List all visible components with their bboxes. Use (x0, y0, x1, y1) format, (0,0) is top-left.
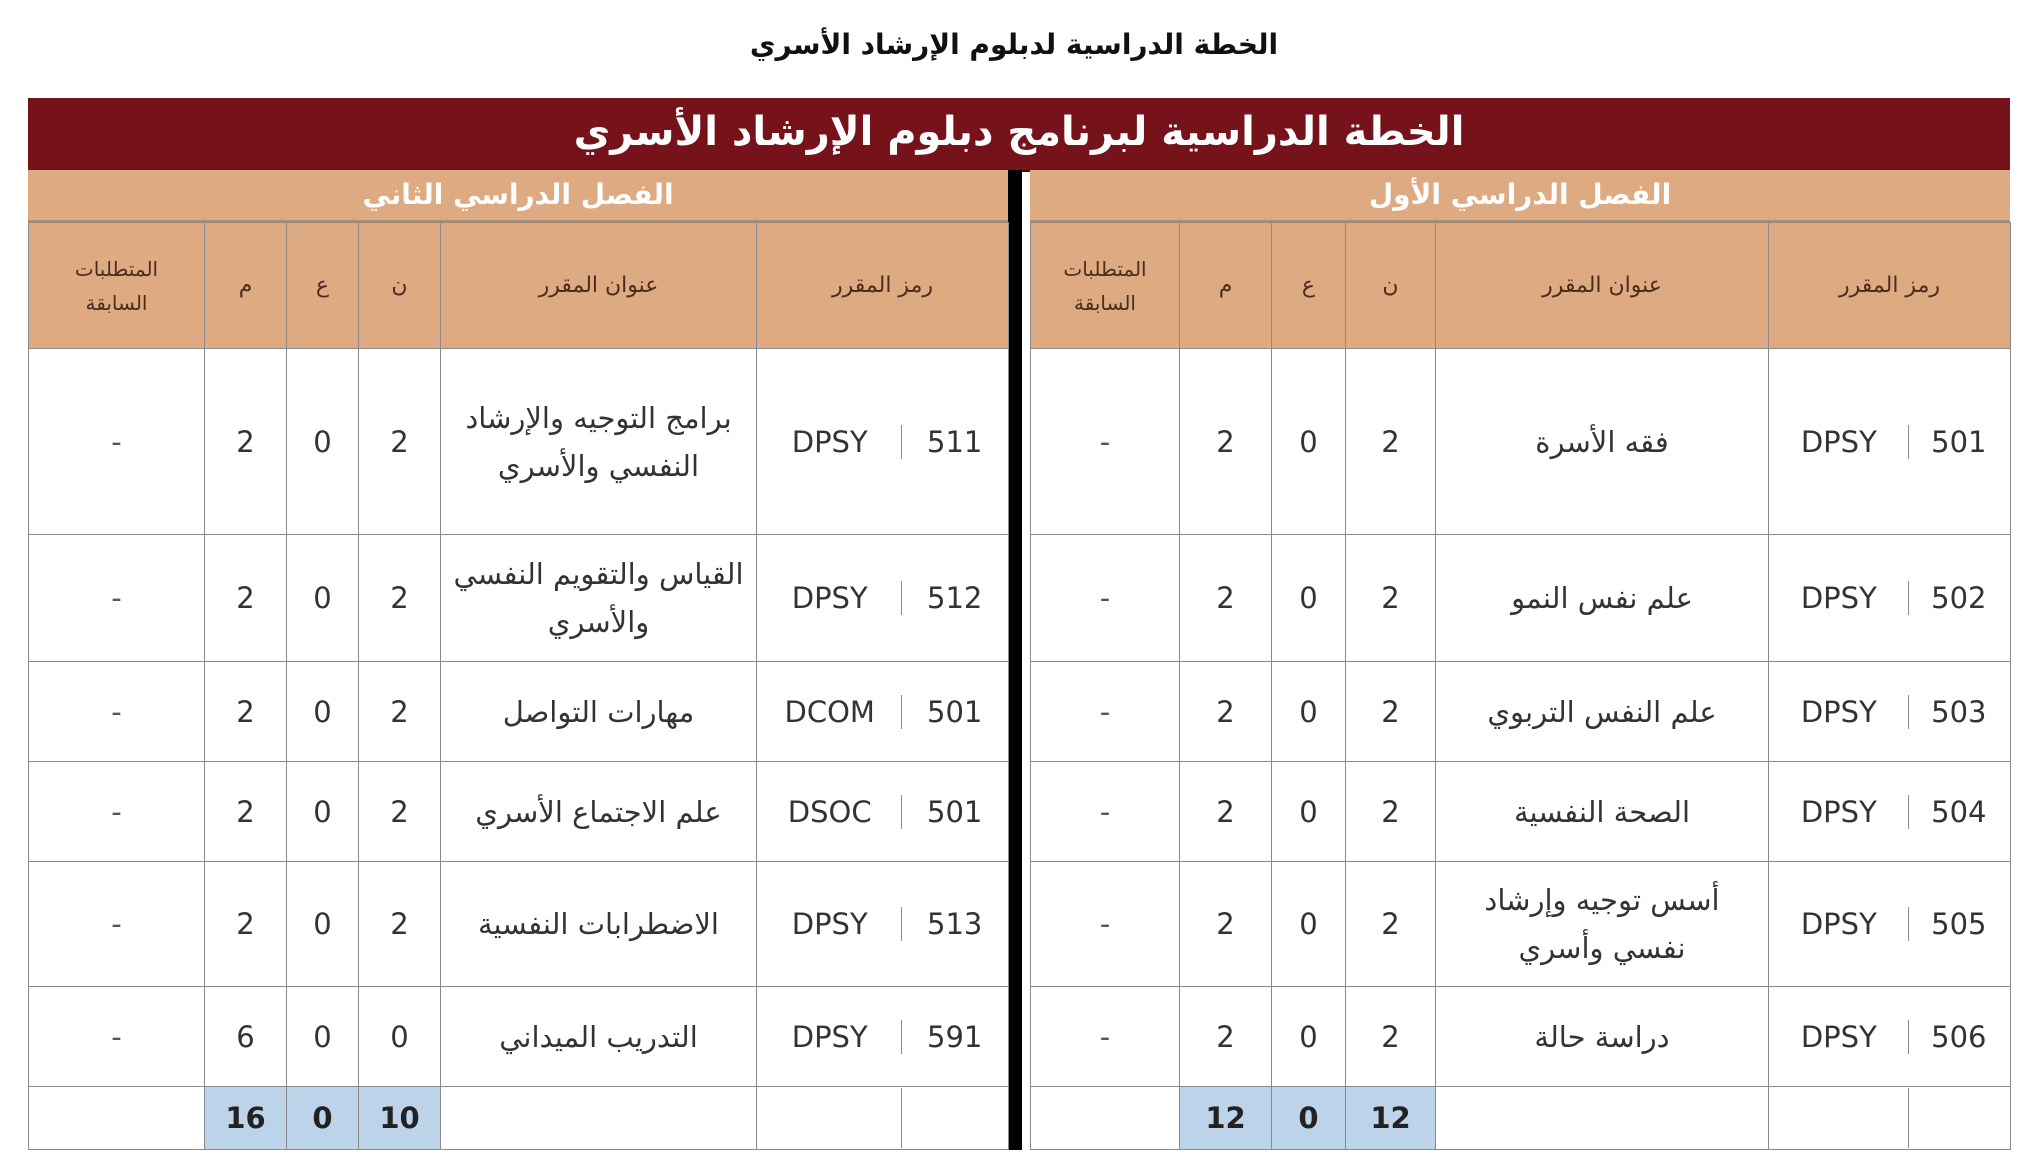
prereq-value: - (1031, 987, 1180, 1087)
m-value: 2 (205, 762, 287, 862)
course-row (1031, 662, 2011, 762)
totals-empty-cell (441, 1087, 757, 1150)
semester-2-header: الفصل الدراسي الثاني (28, 170, 1008, 222)
totals-empty-cell (1769, 1087, 2011, 1150)
course-prefix: DCOM (758, 695, 902, 729)
prereq-value: - (29, 862, 205, 987)
course-title: علم النفس التربوي (1436, 662, 1769, 762)
course-number: 505 (1931, 907, 1987, 941)
prereq-header-line2: السابقة (1074, 290, 1136, 315)
course-prefix: DPSY (758, 581, 902, 615)
totals-row (1031, 1087, 2011, 1150)
n-value: 2 (359, 862, 441, 987)
n-header: ن (1346, 223, 1436, 349)
course-code-cell (1769, 987, 2011, 1087)
course-number: 501 (927, 794, 983, 829)
a-value: 0 (1272, 535, 1346, 662)
n-header: ن (359, 223, 441, 349)
semester-1-header: الفصل الدراسي الأول (1030, 170, 2010, 222)
m-value: 2 (205, 862, 287, 987)
n-value: 2 (1346, 662, 1436, 762)
course-prefix: DPSY (1770, 695, 1909, 729)
m-value: 2 (1180, 349, 1272, 535)
course-number: 512 (927, 581, 983, 615)
semester-1-panel (1030, 170, 2010, 1150)
semester-divider (1008, 170, 1022, 1150)
course-row (29, 535, 1009, 662)
course-title: علم نفس النمو (1436, 535, 1769, 662)
a-value: 0 (287, 535, 359, 662)
a-value: 0 (287, 762, 359, 862)
course-number: 502 (1931, 581, 1987, 615)
course-title-header: عنوان المقرر (441, 223, 757, 349)
n-value: 2 (1346, 762, 1436, 862)
m-value: 2 (1180, 762, 1272, 862)
n-value: 2 (359, 762, 441, 862)
course-code-header: رمز المقرر (1769, 223, 2011, 349)
prereq-value: - (29, 349, 205, 535)
n-value: 2 (1346, 862, 1436, 987)
course-code-cell (1769, 535, 2011, 662)
n-value: 2 (359, 535, 441, 662)
a-header: ع (1272, 223, 1346, 349)
course-code-cell (1769, 349, 2011, 535)
course-prefix: DPSY (758, 1020, 902, 1054)
n-value: 2 (1346, 535, 1436, 662)
n-value: 0 (359, 987, 441, 1087)
prereq-header-line2: السابقة (85, 290, 148, 315)
course-row (29, 987, 1009, 1087)
semester-2-panel (28, 170, 1008, 1150)
totals-empty-cell (29, 1087, 205, 1150)
prereq-header (1031, 223, 1180, 349)
total-a: 0 (1272, 1087, 1346, 1150)
course-number: 504 (1931, 794, 1987, 829)
semester-2-table (28, 222, 1009, 1150)
total-m: 16 (205, 1087, 287, 1150)
a-value: 0 (1272, 349, 1346, 535)
course-prefix: DPSY (758, 425, 902, 459)
study-plan-table (28, 98, 2010, 1150)
prereq-value: - (29, 762, 205, 862)
total-a: 0 (287, 1087, 359, 1150)
totals-empty-cell (1436, 1087, 1769, 1150)
n-value: 2 (1346, 349, 1436, 535)
course-code-cell (757, 762, 1009, 862)
course-code-cell (757, 535, 1009, 662)
course-prefix: DSOC (758, 795, 902, 829)
course-code-cell (1769, 662, 2011, 762)
m-value: 2 (205, 349, 287, 535)
prereq-value: - (1031, 762, 1180, 862)
prereq-value: - (29, 535, 205, 662)
course-title: مهارات التواصل (441, 662, 757, 762)
course-code-cell (757, 862, 1009, 987)
prereq-value: - (1031, 535, 1180, 662)
a-value: 0 (1272, 862, 1346, 987)
m-header: م (1180, 223, 1272, 349)
prereq-header (29, 223, 205, 349)
course-title: علم الاجتماع الأسري (441, 762, 757, 862)
course-prefix: DPSY (1770, 795, 1909, 829)
course-prefix: DPSY (1770, 425, 1909, 459)
course-row (29, 762, 1009, 862)
total-m: 12 (1180, 1087, 1272, 1150)
prereq-value: - (1031, 349, 1180, 535)
semester-1-table (1030, 222, 2011, 1150)
totals-empty-cell (757, 1087, 1009, 1150)
course-number: 513 (927, 907, 983, 941)
course-code-cell (757, 349, 1009, 535)
m-value: 6 (205, 987, 287, 1087)
m-value: 2 (1180, 535, 1272, 662)
course-title-header: عنوان المقرر (1436, 223, 1769, 349)
course-code-cell (757, 662, 1009, 762)
n-value: 2 (359, 662, 441, 762)
m-value: 2 (1180, 662, 1272, 762)
course-row (1031, 987, 2011, 1087)
a-value: 0 (287, 349, 359, 535)
course-code-cell (1769, 762, 2011, 862)
m-value: 2 (205, 662, 287, 762)
course-title: برامج التوجيه والإرشاد النفسي والأسري (441, 349, 757, 535)
m-value: 2 (1180, 862, 1272, 987)
course-row (29, 349, 1009, 535)
n-value: 2 (359, 349, 441, 535)
a-value: 0 (287, 662, 359, 762)
course-code-header: رمز المقرر (757, 223, 1009, 349)
prereq-header-line1: المتطلبات (74, 256, 159, 281)
prereq-header-line1: المتطلبات (1063, 256, 1147, 281)
course-row (1031, 762, 2011, 862)
a-value: 0 (1272, 987, 1346, 1087)
course-prefix: DPSY (758, 907, 902, 941)
course-title: دراسة حالة (1436, 987, 1769, 1087)
course-row (29, 862, 1009, 987)
course-number: 501 (1931, 424, 1987, 459)
course-code-cell (757, 987, 1009, 1087)
totals-row (29, 1087, 1009, 1150)
course-row (1031, 349, 2011, 535)
prereq-value: - (1031, 662, 1180, 762)
course-title: القياس والتقويم النفسي والأسري (441, 535, 757, 662)
course-row (1031, 535, 2011, 662)
course-row (29, 662, 1009, 762)
m-value: 2 (205, 535, 287, 662)
totals-empty-cell (1031, 1087, 1180, 1150)
prereq-value: - (29, 662, 205, 762)
n-value: 2 (1346, 987, 1436, 1087)
course-row (1031, 862, 2011, 987)
prereq-value: - (29, 987, 205, 1087)
course-prefix: DPSY (1770, 581, 1909, 615)
banner-title: الخطة الدراسية لبرنامج دبلوم الإرشاد الأسري (28, 98, 2010, 170)
course-prefix: DPSY (1770, 1020, 1909, 1054)
course-code-cell (1769, 862, 2011, 987)
course-title: أسس توجيه وإرشاد نفسي وأسري (1436, 862, 1769, 987)
a-value: 0 (287, 862, 359, 987)
course-number: 591 (927, 1019, 983, 1054)
total-n: 10 (359, 1087, 441, 1150)
course-number: 506 (1931, 1019, 1987, 1054)
course-title: التدريب الميداني (441, 987, 757, 1087)
course-title: الصحة النفسية (1436, 762, 1769, 862)
m-value: 2 (1180, 987, 1272, 1087)
m-header: م (205, 223, 287, 349)
a-value: 0 (1272, 762, 1346, 862)
total-n: 12 (1346, 1087, 1436, 1150)
course-number: 501 (927, 694, 983, 729)
prereq-value: - (1031, 862, 1180, 987)
course-number: 511 (927, 424, 983, 459)
course-title: فقه الأسرة (1436, 349, 1769, 535)
course-prefix: DPSY (1770, 907, 1909, 941)
a-value: 0 (287, 987, 359, 1087)
course-number: 503 (1931, 694, 1987, 729)
course-title: الاضطرابات النفسية (441, 862, 757, 987)
page-title: الخطة الدراسية لدبلوم الإرشاد الأسري (749, 28, 1279, 61)
a-header: ع (287, 223, 359, 349)
a-value: 0 (1272, 662, 1346, 762)
